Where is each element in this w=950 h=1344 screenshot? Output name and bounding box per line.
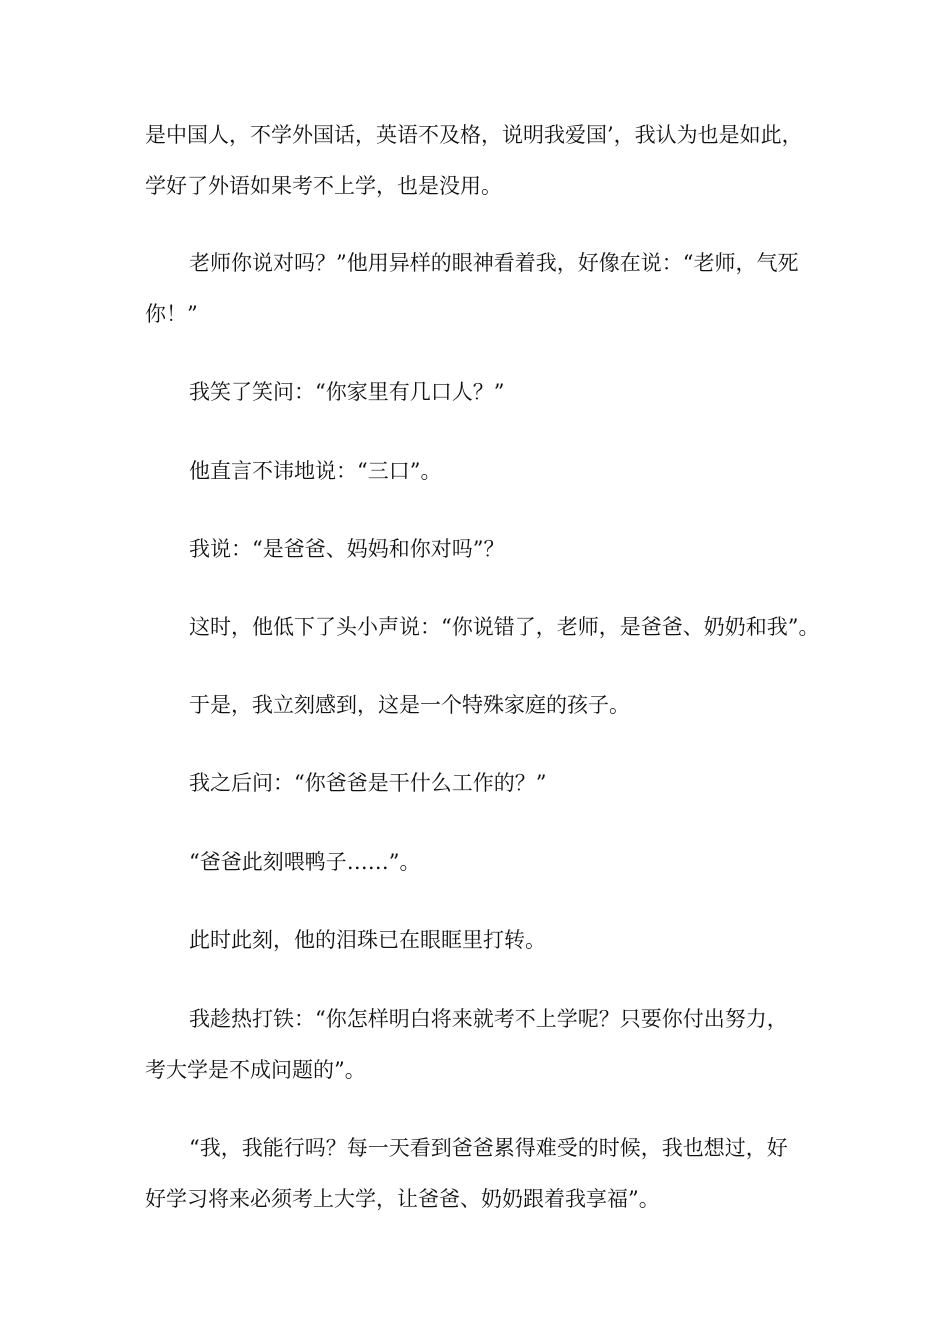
paragraph-line: “爸爸此刻喂鸭子……”。 — [189, 850, 421, 874]
paragraph-line: 我之后问：“你爸爸是干什么工作的？” — [189, 771, 547, 795]
paragraph-line: 老师你说对吗？”他用异样的眼神看着我，好像在说：“老师，气死 — [189, 251, 799, 275]
paragraph-line: 考大学是不成问题的”。 — [145, 1058, 366, 1082]
paragraph-4 — [145, 446, 815, 497]
paragraph-2 — [145, 238, 815, 340]
paragraph-line: 这时，他低下了头小声说：“你说错了，老师，是爸爸、奶奶和我”。 — [189, 615, 820, 639]
paragraph-line: 我笑了笑问：“你家里有几口人？” — [189, 380, 505, 404]
paragraph-line: 你！” — [145, 302, 198, 326]
paragraph-line: 好学习将来必须考上大学，让爸爸、奶奶跟着我享福”。 — [145, 1187, 660, 1211]
paragraph-line: 于是，我立刻感到，这是一个特殊家庭的孩子。 — [189, 693, 630, 717]
paragraph-6 — [145, 602, 820, 653]
paragraph-line: 我趁热打铁：“你怎样明白将来就考不上学呢？只要你付出努力， — [189, 1007, 788, 1031]
paragraph-8 — [145, 758, 815, 809]
paragraph-line: 学好了外语如果考不上学，也是没用。 — [145, 174, 502, 198]
paragraph-line: 他直言不讳地说：“三口”。 — [189, 459, 442, 483]
paragraph-12 — [145, 1123, 815, 1225]
paragraph-line: 是中国人，不学外国话，英语不及格，说明我爱国’，我认为也是如此， — [145, 123, 803, 147]
paragraph-line: “我，我能行吗？每一天看到爸爸累得难受的时候，我也想过，好 — [189, 1136, 788, 1160]
paragraph-line: 我说：“是爸爸、妈妈和你对吗”？ — [189, 537, 505, 561]
paragraph-7 — [145, 680, 815, 731]
paragraph-5 — [145, 524, 815, 575]
paragraph-11 — [145, 994, 815, 1096]
paragraph-3 — [145, 367, 815, 418]
paragraph-line: 此时此刻，他的泪珠已在眼眶里打转。 — [189, 928, 546, 952]
paragraph-9 — [145, 837, 815, 888]
paragraph-1 — [145, 110, 815, 212]
paragraph-10 — [145, 915, 815, 966]
